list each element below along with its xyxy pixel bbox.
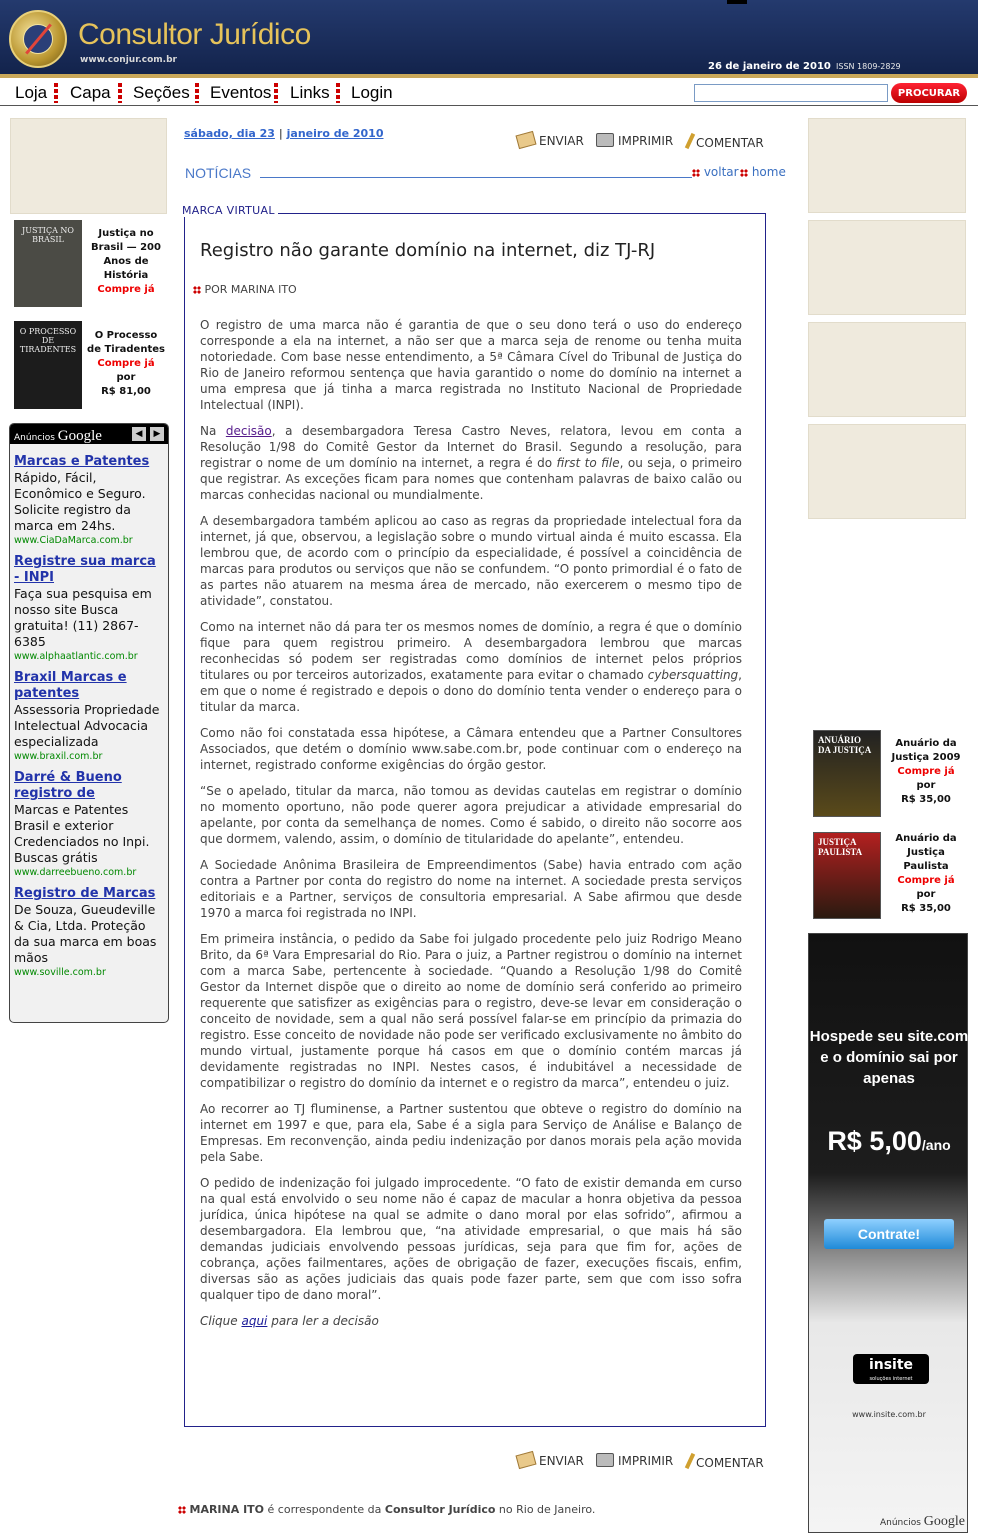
left-banner-placeholder[interactable]: [10, 118, 167, 214]
ad-url[interactable]: www.braxil.com.br: [14, 751, 103, 762]
comment-label: COMENTAR: [696, 136, 764, 150]
logo-title[interactable]: Consultor Jurídico: [78, 18, 311, 51]
footnote-outlet: Consultor Jurídico: [384, 1503, 496, 1516]
book-cover-justica[interactable]: JUSTIÇA NO BRASIL: [14, 220, 82, 307]
ad-desc: Faça sua pesquisa em nosso site Busca gratuita! (11) 2867-6385: [14, 586, 152, 649]
book-by: por: [116, 372, 136, 383]
red-dots-icon: [193, 286, 201, 294]
emphasis: first to file: [556, 456, 620, 470]
nav-secoes[interactable]: Seções: [133, 83, 190, 102]
ads-label: Anúncios: [14, 433, 55, 443]
ad-item: [10, 770, 168, 880]
magazine-by: por: [916, 780, 936, 791]
logo-globe-icon[interactable]: [9, 10, 67, 68]
text: para ler a decisão: [267, 1314, 379, 1328]
ad-desc: De Souza, Gueudeville & Cia, Ltda. Proteção da sua marca em boas mãos: [14, 902, 157, 965]
right-banner-4[interactable]: [808, 424, 966, 519]
paragraph: [200, 423, 742, 503]
nav-eventos[interactable]: Eventos: [210, 83, 272, 102]
ad-price: [809, 1126, 969, 1157]
ad-title[interactable]: Marcas e Patentes: [14, 454, 150, 469]
google-ads-label[interactable]: [880, 1514, 965, 1530]
pencil-icon: [685, 1453, 695, 1469]
magazine-by: por: [916, 889, 936, 900]
google-logo[interactable]: Google: [57, 428, 102, 444]
search-button[interactable]: PROCURAR: [891, 83, 967, 103]
print-action-bottom[interactable]: [596, 1453, 673, 1468]
nav-separator: [54, 83, 58, 103]
paragraph: A Sociedade Anônima Brasileira de Empreendimentos (Sabe) havia entrado com ação contra a Partner por conta do registro do nome na internet. A sociedade presta serviços editoriais e a Partner, serviços de consultoria empresarial. A Sabe afirmou que desde 1970 a marca foi registrada no INPI.: [200, 858, 742, 920]
right-banner-1[interactable]: [808, 118, 966, 213]
nav-separator: [195, 83, 199, 103]
nav-capa[interactable]: Capa: [70, 83, 111, 102]
paragraph: O registro de uma marca não é garantia de que o seu dono terá o uso do endereço corresponde a ela na internet, a não ser que a marca seja de renome ou tenha muita notoriedade. Com base nesse entendimento, a 5ª Câmara Cível do Tribunal de Justiça do Rio de Janeiro reformou sentença que havia garantido o nome do domínio na internet a uma empresa que já tinha a marca registrada no Instituto Nacional de Propriedade Intelectual (INPI).: [200, 318, 742, 412]
paragraph: O pedido de indenização foi julgado improcedente. “O fato de existir demanda em curso na qual está envolvido o seu nome não é capaz de macular a honra objetiva da pessoa jurídica, única hipótese na qual se admite o dano moral por elas sofrido”, afirmou a desembargadora. Ela lembrou que, “na atividade empresarial, o que mais há são demandas judiciais envolvendo pessoas jurídicas, seja para que fim for, ações de cobrança, ações failmentares, ações de obrigação de fazer, execuções fiscais, enfim, diversas são as ações judiciais das quais pode fazer parte, sem que com isso sofra qualquer tipo de dano moral”.: [200, 1176, 742, 1302]
article-author: [193, 283, 297, 296]
text: , a desembargadora Teresa Castro Neves, relatora, levou em conta a Resolução 1/98 do Comitê Gestor da Internet do Brasil. Segundo a resolução, para registrar o nome de um domínio na internet, a regra é do: [200, 424, 742, 470]
ad-item: [10, 670, 168, 764]
magazine-promo-paulista[interactable]: [888, 832, 964, 916]
decision-link[interactable]: decisão: [225, 424, 272, 438]
ads-label: Anúncios: [879, 1518, 921, 1528]
google-ads-header: [10, 424, 168, 444]
nav-separator: [336, 83, 340, 103]
home-label: home: [751, 165, 786, 179]
paragraph: Ao recorrer ao TJ fluminense, a Partner sustentou que obteve o registro do domínio na internet em 1997 e que, para ela, Sabe é a sigla para Serviço de Análise e Balanço de Empresas. Em reconvenção, ainda pediu indenização por danos morais pela ação movida pela Sabe.: [200, 1102, 742, 1164]
ad-desc: Assessoria Propriedade Intelectual Advocacia especializada: [14, 702, 160, 749]
text: no Rio de Janeiro.: [495, 1503, 596, 1516]
print-action-top[interactable]: [596, 133, 673, 148]
text: , em que o nome é registrado e depois o dono do domínio tenta vender o endereço para o titular da marca.: [200, 668, 742, 714]
ad-url[interactable]: www.insite.com.br: [852, 1410, 926, 1419]
insite-hosting-ad[interactable]: [808, 933, 968, 1533]
send-label: ENVIAR: [539, 1454, 584, 1468]
ad-url[interactable]: www.CiaDaMarca.com.br: [14, 535, 133, 546]
ad-title[interactable]: Braxil Marcas e patentes: [14, 670, 127, 701]
red-dots-icon: [740, 169, 748, 177]
header-date: 26 de janeiro de 2010: [708, 61, 831, 72]
back-label: voltar: [703, 165, 739, 179]
print-label: IMPRIMIR: [618, 134, 674, 148]
red-dots-icon: [178, 1506, 186, 1514]
article-label: MARCA VIRTUAL: [182, 204, 278, 217]
nav-separator: [274, 83, 278, 103]
ad-url[interactable]: www.darreebueno.com.br: [14, 867, 137, 878]
right-banner-2[interactable]: [808, 220, 966, 315]
red-dots-icon: [692, 169, 700, 177]
text: é correspondente da: [264, 1503, 385, 1516]
author-footnote: [178, 1503, 595, 1516]
print-label: IMPRIMIR: [618, 1454, 674, 1468]
ad-url[interactable]: www.alphaatlantic.com.br: [14, 651, 138, 662]
envelope-icon: [515, 131, 536, 149]
send-action-bottom[interactable]: [517, 1453, 584, 1468]
ad-desc: Marcas e Patentes Brasil e exterior Credenciados no Inpi. Buscas grátis: [14, 802, 150, 865]
article-body: [200, 317, 742, 1339]
header-issn: ISSN 1809-2829: [836, 62, 901, 71]
comment-label: COMENTAR: [696, 1456, 764, 1470]
logo-text: insite: [868, 1357, 914, 1373]
buy-link[interactable]: Compre já: [897, 875, 955, 886]
prev-arrow-icon[interactable]: ◀: [132, 427, 146, 441]
book-title: O Processo de Tiradentes: [87, 330, 165, 355]
site-header: [0, 0, 978, 78]
ad-title[interactable]: Registro de Marcas: [14, 886, 156, 901]
magazine-promo-anuario[interactable]: [888, 737, 964, 807]
buy-link[interactable]: Compre já: [897, 766, 955, 777]
article-title: Registro não garante domínio na internet, diz TJ-RJ: [200, 240, 656, 261]
magazine-price: R$ 35,00: [901, 794, 951, 805]
buy-link[interactable]: Compre já: [97, 284, 155, 295]
header-tab: [727, 0, 747, 4]
footnote-name: MARINA ITO: [189, 1503, 265, 1516]
google-logo: Google: [923, 1514, 965, 1529]
magazine-title: Anuário da Justiça 2009: [891, 738, 961, 763]
comment-action-top[interactable]: [688, 133, 764, 150]
buy-link[interactable]: Compre já: [97, 358, 155, 369]
text: , ou seja, o primeiro que registrar. As exceções ficam para nomes que contenham palavras de baixo calão ou marcas conhecidas nacional ou mundialmente.: [200, 456, 742, 502]
envelope-icon: [515, 1451, 536, 1469]
contract-button[interactable]: Contrate!: [824, 1219, 954, 1249]
ad-desc: Rápido, Fácil, Econômico e Seguro. Solicite registro da marca em 24hs.: [14, 470, 146, 533]
paragraph: [200, 619, 742, 715]
send-label: ENVIAR: [539, 134, 584, 148]
text: Como na internet não dá para ter os mesmos nomes de domínio, a regra é que o domínio fique para quem registrou primeiro. A desembargadora lembrou que marcas reconhecidas só podem ser registradas como domínios de internet pelos próprios titulares ou por terceiros autorizados, exatamente para evitar o chamado: [200, 620, 742, 682]
date-links: [184, 127, 384, 140]
ad-title[interactable]: Darré & Bueno registro de: [14, 770, 122, 801]
book-title: Justiça no Brasil — 200 Anos de História: [91, 228, 161, 281]
send-action-top[interactable]: [517, 133, 584, 148]
magazine-cover-anuario[interactable]: ANUÁRIO DA JUSTIÇA: [813, 730, 881, 817]
nav-separator: [118, 83, 122, 103]
date-separator: |: [278, 127, 283, 140]
book-promo-justica[interactable]: [88, 227, 164, 297]
ad-item: [10, 554, 168, 664]
paragraph: A desembargadora também aplicou ao caso as regras da propriedade intelectual fora da internet, já que, observou, a legislação sobre o mundo virtual ainda é muito escassa. Ela lembrou que, de acordo com o princípio da especialidade, é possível a coincidência de marcas para produtos ou serviços que não se confundem. “O ponto primordial é o fato de as partes não atuarem na mesma área de mercado, não exercerem o mesmo tipo de atividade”, constatou.: [200, 514, 742, 608]
price-value: R$ 5,00: [827, 1126, 922, 1156]
section-title: NOTÍCIAS: [185, 165, 252, 181]
text: Na: [200, 424, 226, 438]
comment-action-bottom[interactable]: [688, 1453, 764, 1470]
book-cover-tiradentes[interactable]: O PROCESSO DE TIRADENTES: [14, 321, 82, 409]
paragraph: “Se o apelado, titular da marca, não tomou as devidas cautelas em registrar o domínio no momento oportuno, não pode querer agora prejudicar a atividade empresarial do apelante, por conta da semelhança de nomes. Como é sabido, o direito não socorre aos que dormem, valendo, assim, o domínio de titularidade do apelante”, entendeu.: [200, 784, 742, 846]
logo-sub: soluções internet: [869, 1376, 913, 1382]
printer-icon: [596, 133, 614, 147]
next-arrow-icon[interactable]: ▶: [150, 427, 164, 441]
ad-item: [10, 454, 168, 548]
magazine-price: R$ 35,00: [901, 903, 951, 914]
nav-loja[interactable]: Loja: [15, 83, 48, 102]
book-price: R$ 81,00: [101, 386, 151, 397]
home-link[interactable]: [740, 165, 786, 179]
ad-url[interactable]: www.soville.com.br: [14, 967, 106, 978]
author-byline: POR MARINA ITO: [204, 283, 297, 296]
text: Clique: [200, 1314, 242, 1328]
nav-links[interactable]: Links: [290, 83, 330, 102]
back-link[interactable]: [692, 165, 739, 179]
section-divider: [260, 177, 692, 178]
magazine-cover-paulista[interactable]: JUSTIÇA PAULISTA: [813, 832, 881, 919]
here-link[interactable]: aqui: [241, 1314, 268, 1328]
pencil-icon: [685, 133, 695, 149]
ad-headline: Hospede seu site.com e o domínio sai por apenas: [809, 1028, 969, 1087]
right-banner-3[interactable]: [808, 322, 966, 417]
ad-title[interactable]: Registre sua marca - INPI: [14, 554, 156, 585]
printer-icon: [596, 1453, 614, 1467]
paragraph: Em primeira instância, o pedido da Sabe foi julgado procedente pelo juiz Rodrigo Meano Brito, da 6ª Vara Empresarial do Rio. Para o juiz, a Partner registrou o domínio na internet com a marca Sabe, pertencente à sociedade. “Quando a Resolução 1/98 do Comitê Gestor da Internet dispõe que o direito ao nome de domínio será conferido ao primeiro requerente que satisfizer as exigências para o registro, deve-se levar em consideração o conceito de novidade, sem a qual não será possível falar-se em princípio da primazia do registro. Esse conceito de novidade não pode ser verificado exclusivamente no âmbito do mundo virtual, justamente porque há casos em que o domínio contém marcas já devidamente registradas no INPI. Nestes casos, é indubitável a necessidade de compatibilizar o registro do domínio da internet e o registro da marca”, entendeu o juiz.: [200, 932, 742, 1090]
price-period: /ano: [921, 1137, 951, 1153]
magazine-title: Anuário da Justiça Paulista: [895, 833, 957, 872]
insite-logo: [853, 1354, 929, 1384]
paragraph: Como não foi constatada essa hipótese, a Câmara entendeu que a Partner Consultores Associados, que detém o domínio www.sabe.com.br, pode continuar com o endereço na internet, registrado conforme exigências do órgão gestor.: [200, 726, 742, 772]
logo-url: www.conjur.com.br: [80, 55, 177, 65]
search-input[interactable]: [694, 84, 888, 102]
book-promo-tiradentes[interactable]: [86, 329, 166, 399]
google-ads-left: [9, 423, 169, 1023]
date-day-link[interactable]: sábado, dia 23: [184, 127, 275, 140]
date-month-link[interactable]: janeiro de 2010: [286, 127, 384, 140]
nav-login[interactable]: Login: [351, 83, 393, 102]
ad-item: [10, 886, 168, 980]
emphasis: cybersquatting: [647, 668, 739, 682]
read-decision-line: [200, 1313, 742, 1329]
